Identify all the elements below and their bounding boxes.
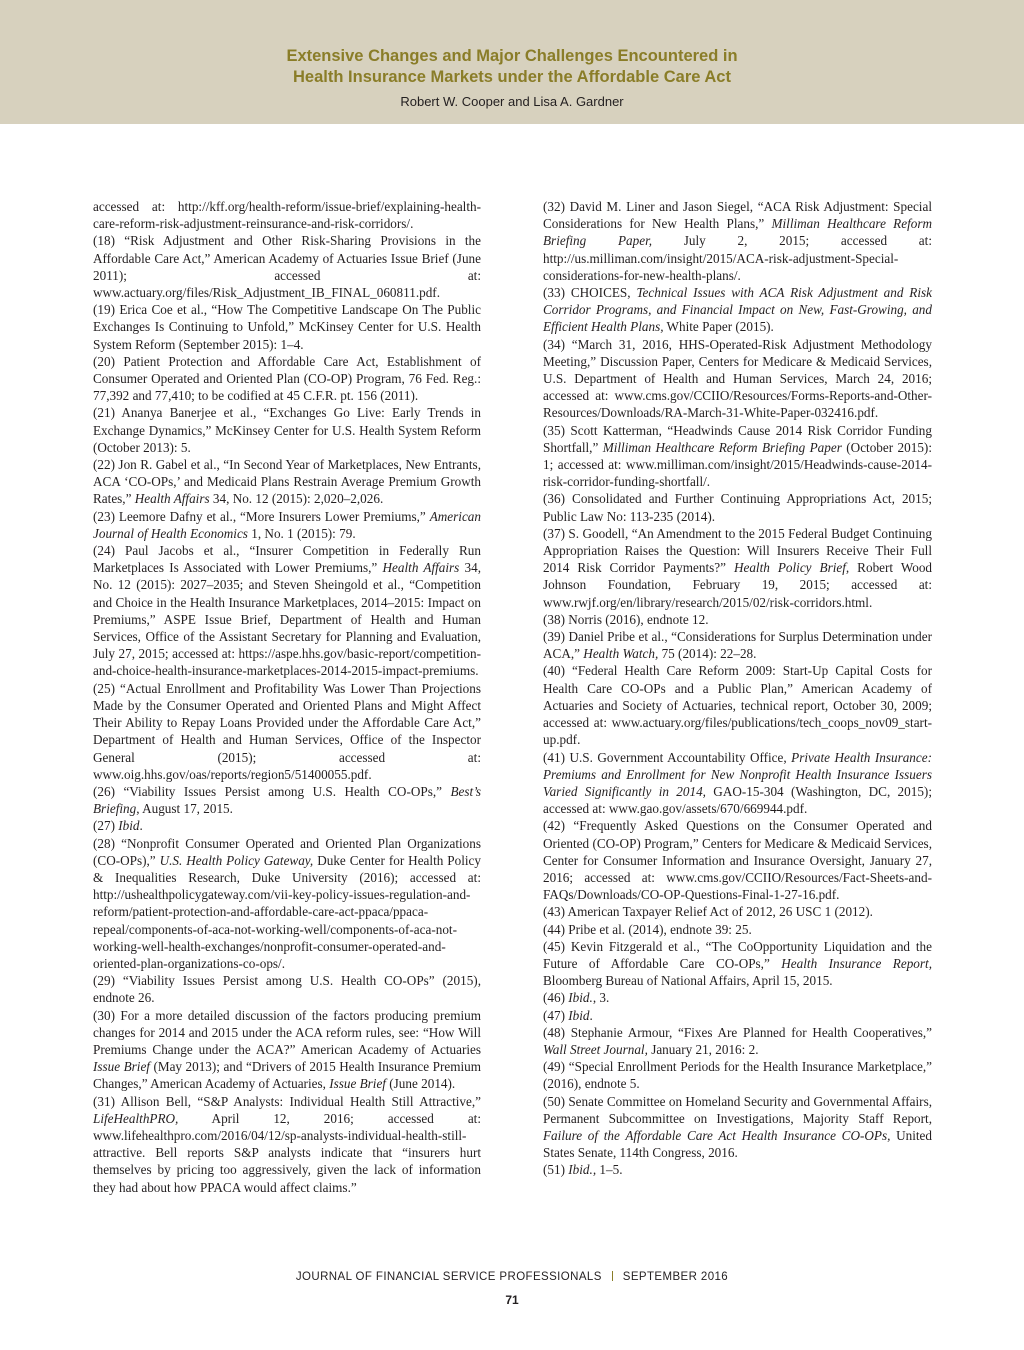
article-title-line-2: Health Insurance Markets under the Affordable Care Act	[293, 68, 731, 86]
endnote: (20) Patient Protection and Affordable Care Act, Establishment of Consumer Operated and Oriented Plan (CO-OP) Program, 76 Fed. Reg.: 77,392 and 77,410; to be codified at 45 C.F.R. pt. 156 (2011).	[93, 353, 481, 404]
endnote: (29) “Viability Issues Persist among U.S. Health CO-OPs” (2015), endnote 26.	[93, 973, 481, 1006]
endnote: (34) “March 31, 2016, HHS-Operated-Risk Adjustment Methodology Meeting,” Discussion Paper, Centers for Medicare & Medicaid Services, U.S. Department of Health and Human Services, March 24, 2016; accessed at: www.cms.gov/CCIIO/Resources/Forms-Reports-and-Other-Resources/Downloads/RA-March-31-White-Paper-032416.pdf.	[543, 336, 932, 421]
endnote: (33) CHOICES, Technical Issues with ACA Risk Adjustment and Risk Corridor Programs, and Financial Impact on New, Fast-Growing, and Efficient Health Plans, White Paper (2015).	[543, 285, 932, 335]
endnote: (39) Daniel Pribe et al., “Considerations for Surplus Determination under ACA,” Health Watch, 75 (2014): 22–28.	[543, 629, 932, 662]
endnote: (49) “Special Enrollment Periods for the Health Insurance Marketplace,” (2016), endnote 5.	[543, 1059, 932, 1092]
endnote: (47) Ibid.	[543, 1007, 593, 1023]
endnote: (28) “Nonprofit Consumer Operated and Oriented Plan Organizations (CO-OPs),” U.S. Health Policy Gateway, Duke Center for Health Policy & Inequalities Research, Duke University (2016); accessed at: http://ushealthpolicygateway.com/vii-key-policy-issues-regulation-and-reform/patient-protection-and-affordable-care-act-ppaca/ppaca-repeal/components-of-aca-not-working-well/components-of-aca-not-working-well-health-exchanges/nonprofit-consumer-operated-and-oriented-plan-organizations-co-ops/.	[93, 835, 481, 971]
endnote: (31) Allison Bell, “S&P Analysts: Individual Health Still Attractive,” LifeHealthPRO, April 12, 2016; accessed at: www.lifehealthpro.com/2016/04/12/sp-analysts-individual-health-still-attractive. Bell reports S&P analysts indicate that “insurers hurt themselves by pricing too aggressively, given the lack of information they had about how PPACA would affect claims.”	[93, 1093, 481, 1195]
endnote: accessed at: http://kff.org/health-reform/issue-brief/explaining-health-care-reform-risk-adjustment-reinsurance-and-risk-corridors/.	[93, 199, 481, 232]
endnote: (27) Ibid.	[93, 818, 143, 834]
article-title	[0, 46, 1024, 88]
endnote: (43) American Taxpayer Relief Act of 2012, 26 USC 1 (2012).	[543, 904, 873, 920]
endnote: (41) U.S. Government Accountability Office, Private Health Insurance: Premiums and Enrollment for New Nonprofit Health Insurance Issuers Varied Significantly in 2014, GAO-15-304 (Washington, DC, 2015); accessed at: www.gao.gov/assets/670/669944.pdf.	[543, 749, 932, 817]
endnote: (37) S. Goodell, “An Amendment to the 2015 Federal Budget Continuing Appropriation Raises the Question: Will Insurers Receive Their Full 2014 Risk Corridor Payments?” Health Policy Brief, Robert Wood Johnson Foundation, February 19, 2015; accessed at: www.rwjf.org/en/library/research/2015/02/risk-corridors.html.	[543, 525, 933, 610]
endnote: (38) Norris (2016), endnote 12.	[543, 611, 709, 627]
endnote: (50) Senate Committee on Homeland Security and Governmental Affairs, Permanent Subcommittee on Investigations, Majority Staff Report, Failure of the Affordable Care Act Health Insurance CO-OPs, United States Senate, 114th Congress, 2016.	[543, 1093, 932, 1161]
footer-running-head	[0, 1271, 1024, 1283]
endnote: (35) Scott Katterman, “Headwinds Cause 2014 Risk Corridor Funding Shortfall,” Milliman Healthcare Reform Briefing Paper (October 2015): 1; accessed at: www.milliman.com/insight/2015/Headwinds-cause-2014-risk-corridor-funding-shortfall/.	[543, 422, 932, 490]
endnote: (44) Pribe et al. (2014), endnote 39: 25.	[543, 921, 752, 937]
endnote: (22) Jon R. Gabel et al., “In Second Year of Marketplaces, New Entrants, ACA ‘CO-OPs,’ and Medicaid Plans Restrain Average Premium Growth Rates,” Health Affairs 34, No. 12 (2015): 2,020–2,026.	[93, 457, 481, 507]
right-column-endnotes	[543, 198, 932, 1179]
endnote: (40) “Federal Health Care Reform 2009: Start-Up Capital Costs for Health Care CO-OPs and a Public Plan,” American Academy of Actuaries and Society of Actuaries, technical report, October 30, 2009; accessed at: www.actuary.org/files/publications/tech_coops_nov09_start-up.pdf.	[543, 663, 932, 748]
endnote: (19) Erica Coe et al., “How The Competitive Landscape On The Public Exchanges Is Continuing to Unfold,” McKinsey Center for U.S. Health System Reform (September 2015): 1–4.	[93, 302, 481, 352]
endnote: (32) David M. Liner and Jason Siegel, “ACA Risk Adjustment: Special Considerations for New Health Plans,” Milliman Healthcare Reform Briefing Paper, July 2, 2015; accessed at: http://us.milliman.com/insight/2015/ACA-risk-adjustment-Special-considerations-for-new-health-plans/.	[543, 199, 932, 283]
endnote: (30) For a more detailed discussion of the factors producing premium changes for 2014 and 2015 under the ACA reform rules, see: “How Will Premiums Change under the ACA?” American Academy of Actuaries Issue Brief (May 2013); and “Drivers of 2015 Health Insurance Premium Changes,” American Academy of Actuaries, Issue Brief (June 2014).	[93, 1007, 481, 1092]
footer-journal-name: JOURNAL OF FINANCIAL SERVICE PROFESSIONALS	[295, 1271, 602, 1283]
endnote: (45) Kevin Fitzgerald et al., “The CoOpportunity Liquidation and the Future of Affordable Care CO-OPs,” Health Insurance Report, Bloomberg Bureau of National Affairs, April 15, 2015.	[543, 938, 932, 989]
page-number: 71	[505, 1293, 519, 1307]
endnote: (51) Ibid., 1–5.	[543, 1162, 623, 1178]
endnote: (24) Paul Jacobs et al., “Insurer Competition in Federally Run Marketplaces Is Associated with Lower Premiums,” Health Affairs 34, No. 12 (2015): 2027–2035; and Steven Sheingold et al., “Competition and Choice in the Health Insurance Marketplaces, 2014–2015: Impact on Premiums,” ASPE Issue Brief, Department of Health and Human Services, Office of the Assistant Secretary for Planning and Evaluation, July 27, 2015; accessed at: https://aspe.hhs.gov/basic-report/competition-and-choice-health-insurance-marketplaces-2014-2015-impact-premiums.	[93, 543, 482, 679]
left-column-endnotes	[93, 198, 481, 1196]
footer-separator	[612, 1271, 613, 1281]
endnote: (25) “Actual Enrollment and Profitability Was Lower Than Projections Made by the Consumer Operated and Oriented Plans and Might Affect Their Ability to Repay Loans Provided under the Affordable Care Act,” Department of Health and Human Services, Office of the Inspector General (2015); accessed at: www.oig.hhs.gov/oas/reports/region5/51400055.pdf.	[93, 680, 481, 782]
article-title-line-1: Extensive Changes and Major Challenges Encountered in	[286, 47, 738, 65]
footer-issue-date: SEPTEMBER 2016	[622, 1271, 729, 1283]
article-authors: Robert W. Cooper and Lisa A. Gardner	[400, 94, 624, 109]
endnote: (26) “Viability Issues Persist among U.S. Health CO-OPs,” Best’s Briefing, August 17, 2015.	[93, 783, 481, 817]
endnote: (21) Ananya Banerjee et al., “Exchanges Go Live: Early Trends in Exchange Dynamics,” McKinsey Center for U.S. Health System Reform (October 2013): 5.	[93, 405, 481, 455]
endnote: (46) Ibid., 3.	[543, 990, 610, 1006]
endnote: (18) “Risk Adjustment and Other Risk-Sharing Provisions in the Affordable Care Act,” American Academy of Actuaries Issue Brief (June 2011); accessed at: www.actuary.org/files/Risk_Adjustment_IB_FINAL_060811.pdf.	[93, 233, 481, 301]
endnote: (36) Consolidated and Further Continuing Appropriations Act, 2015; Public Law No: 113-235 (2014).	[543, 491, 932, 524]
endnote: (48) Stephanie Armour, “Fixes Are Planned for Health Cooperatives,” Wall Street Journal, January 21, 2016: 2.	[543, 1024, 932, 1057]
endnote: (23) Leemore Dafny et al., “More Insurers Lower Premiums,” American Journal of Health Economics 1, No. 1 (2015): 79.	[93, 508, 481, 541]
endnote: (42) “Frequently Asked Questions on the Consumer Operated and Oriented (CO-OP) Program,” Centers for Medicare & Medicaid Services, Center for Consumer Information and Insurance Oversight, January 27, 2016; accessed at: www.cms.gov/CCIIO/Resources/Fact-Sheets-and-FAQs/Downloads/CO-OP-Questions-Final-1-27-16.pdf.	[543, 818, 932, 903]
